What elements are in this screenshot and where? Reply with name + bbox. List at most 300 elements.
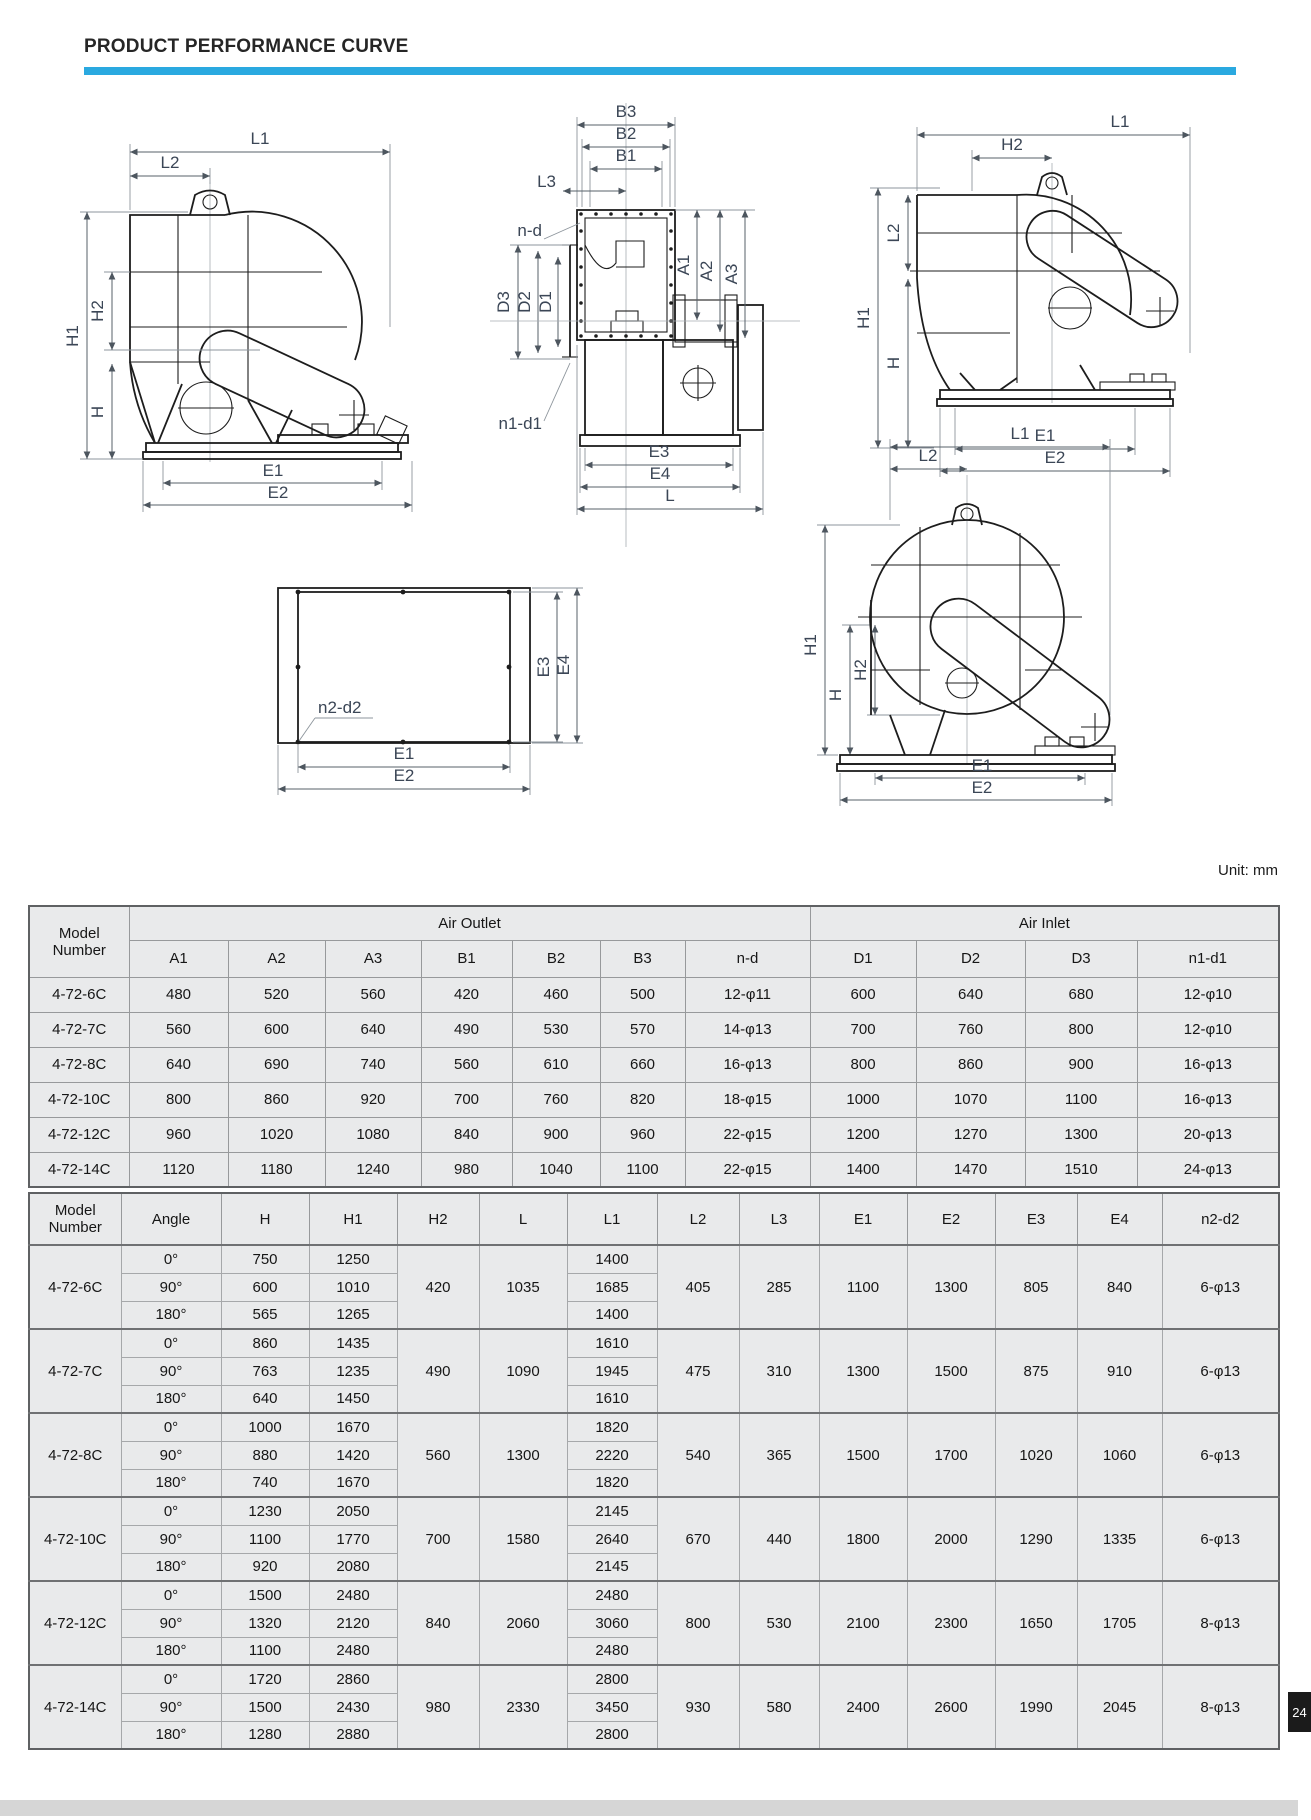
- dimension-value-cell: 800: [810, 1047, 916, 1082]
- l2-value-cell: 540: [657, 1413, 739, 1497]
- col-header-h2: H2: [397, 1193, 479, 1245]
- col-header-d3: D3: [1025, 940, 1137, 977]
- dimension-value-cell: 460: [512, 977, 600, 1012]
- dimension-value-cell: 560: [325, 977, 421, 1012]
- angle-cell: 90°: [121, 1693, 221, 1721]
- h1-value-cell: 2050: [309, 1497, 397, 1525]
- air-outlet-inlet-table: [28, 905, 1280, 1188]
- dimension-value-cell: 900: [512, 1117, 600, 1152]
- dim-label-h1: H1: [801, 634, 820, 656]
- dimension-value-cell: 1000: [810, 1082, 916, 1117]
- n2d2-value-cell: 6-φ13: [1162, 1245, 1279, 1329]
- table-row: [29, 1581, 1279, 1609]
- dimension-value-cell: 20-φ13: [1137, 1117, 1279, 1152]
- air-outlet-header: Air Outlet: [129, 906, 810, 940]
- h2-value-cell: 980: [397, 1665, 479, 1749]
- model-number-cell: 4-72-7C: [29, 1012, 129, 1047]
- dim-label-h2: H2: [88, 300, 107, 322]
- dimension-value-cell: 760: [916, 1012, 1025, 1047]
- footer-bar: [0, 1800, 1298, 1816]
- dimension-lines: [63, 129, 412, 512]
- dimension-value-cell: 1300: [1025, 1117, 1137, 1152]
- l2-value-cell: 475: [657, 1329, 739, 1413]
- dim-label-a2: A2: [697, 260, 716, 282]
- col-header-e2: E2: [907, 1193, 995, 1245]
- dimension-value-cell: 16-φ13: [685, 1047, 810, 1082]
- h1-value-cell: 2480: [309, 1637, 397, 1665]
- e2-value-cell: 2300: [907, 1581, 995, 1665]
- support-legs: [960, 365, 1175, 390]
- angle-cell: 90°: [121, 1441, 221, 1469]
- dimension-value-cell: 640: [325, 1012, 421, 1047]
- l3-value-cell: 310: [739, 1329, 819, 1413]
- col-header-l1: L1: [567, 1193, 657, 1245]
- l1-value-cell: 1820: [567, 1413, 657, 1441]
- motor-assembly: [1017, 201, 1188, 337]
- dimension-value-cell: 1240: [325, 1152, 421, 1187]
- dimension-value-cell: 840: [421, 1117, 512, 1152]
- l2-value-cell: 930: [657, 1665, 739, 1749]
- dimension-value-cell: 22-φ15: [685, 1117, 810, 1152]
- l1-value-cell: 1610: [567, 1329, 657, 1357]
- dim-label-l2: L2: [918, 446, 938, 465]
- e1-value-cell: 2100: [819, 1581, 907, 1665]
- installation-dimensions-table: [28, 1192, 1280, 1750]
- dim-label-e3: E3: [534, 656, 553, 678]
- dimension-lines-right: [674, 210, 755, 338]
- air-inlet-header: Air Inlet: [810, 906, 1279, 940]
- n2d2-value-cell: 6-φ13: [1162, 1329, 1279, 1413]
- e1-value-cell: 2400: [819, 1665, 907, 1749]
- dim-label-l1: L1: [250, 129, 270, 148]
- h1-value-cell: 1450: [309, 1385, 397, 1413]
- dimension-value-cell: 800: [129, 1082, 228, 1117]
- dim-label-l: L: [665, 486, 675, 505]
- table1-header-row-1: [29, 906, 1279, 940]
- title-accent-bar: [84, 67, 1236, 75]
- l2-value-cell: 405: [657, 1245, 739, 1329]
- dimension-value-cell: 1470: [916, 1152, 1025, 1187]
- dim-label-n-d: n-d: [517, 221, 542, 240]
- col-header-d1: D1: [810, 940, 916, 977]
- h2-value-cell: 560: [397, 1413, 479, 1497]
- e2-value-cell: 1300: [907, 1245, 995, 1329]
- dimension-value-cell: 860: [228, 1082, 325, 1117]
- e3-value-cell: 1650: [995, 1581, 1077, 1665]
- e2-value-cell: 2600: [907, 1665, 995, 1749]
- l1-value-cell: 2640: [567, 1525, 657, 1553]
- h1-value-cell: 1010: [309, 1273, 397, 1301]
- dim-label-l3: L3: [537, 172, 556, 191]
- dim-label-l2: L2: [160, 153, 180, 172]
- l1-value-cell: 2480: [567, 1581, 657, 1609]
- dimension-value-cell: 530: [512, 1012, 600, 1047]
- base-plate-outline: [278, 588, 530, 744]
- dimension-value-cell: 700: [421, 1082, 512, 1117]
- col-header-e1: E1: [819, 1193, 907, 1245]
- dim-label-a1: A1: [674, 254, 693, 276]
- dimension-value-cell: 640: [916, 977, 1025, 1012]
- e1-value-cell: 1100: [819, 1245, 907, 1329]
- dimension-value-cell: 800: [1025, 1012, 1137, 1047]
- dimension-value-cell: 820: [600, 1082, 685, 1117]
- l3-value-cell: 440: [739, 1497, 819, 1581]
- table-row: [29, 1117, 1279, 1152]
- inlet-circle: [1048, 287, 1092, 329]
- h1-value-cell: 1235: [309, 1357, 397, 1385]
- model-number-cell: 4-72-7C: [29, 1329, 121, 1413]
- h2-value-cell: 420: [397, 1245, 479, 1329]
- angle-cell: 180°: [121, 1301, 221, 1329]
- h-value-cell: 565: [221, 1301, 309, 1329]
- h2-value-cell: 840: [397, 1581, 479, 1665]
- table-row: [29, 1245, 1279, 1273]
- table2-header-row: [29, 1193, 1279, 1245]
- angle-cell: 180°: [121, 1637, 221, 1665]
- col-header-model: Model Number: [29, 1193, 121, 1245]
- l1-value-cell: 2145: [567, 1497, 657, 1525]
- dim-label-l1: L1: [1010, 424, 1030, 443]
- h-value-cell: 1100: [221, 1637, 309, 1665]
- l1-value-cell: 2145: [567, 1553, 657, 1581]
- dimension-value-cell: 24-φ13: [1137, 1152, 1279, 1187]
- dimension-value-cell: 12-φ10: [1137, 977, 1279, 1012]
- h1-value-cell: 2860: [309, 1665, 397, 1693]
- install-table-body: [29, 1245, 1279, 1749]
- col-header-h1: H1: [309, 1193, 397, 1245]
- h-value-cell: 920: [221, 1553, 309, 1581]
- dim-label-e3: E3: [648, 442, 670, 461]
- h-value-cell: 1230: [221, 1497, 309, 1525]
- h-value-cell: 763: [221, 1357, 309, 1385]
- angle-cell: 180°: [121, 1553, 221, 1581]
- h-value-cell: 640: [221, 1385, 309, 1413]
- model-number-header: Model Number: [29, 906, 129, 977]
- e2-value-cell: 1500: [907, 1329, 995, 1413]
- dimension-value-cell: 12-φ10: [1137, 1012, 1279, 1047]
- model-number-cell: 4-72-6C: [29, 1245, 121, 1329]
- dimension-lines: [854, 112, 1190, 448]
- l1-value-cell: 2800: [567, 1721, 657, 1749]
- dim-label-e4: E4: [554, 654, 573, 676]
- base-frame: [143, 435, 408, 459]
- e3-value-cell: 1990: [995, 1665, 1077, 1749]
- e4-value-cell: 840: [1077, 1245, 1162, 1329]
- table-row: [29, 1665, 1279, 1693]
- l-value-cell: 1300: [479, 1413, 567, 1497]
- e4-value-cell: 1705: [1077, 1581, 1162, 1665]
- h-value-cell: 1500: [221, 1693, 309, 1721]
- col-header-l3: L3: [739, 1193, 819, 1245]
- model-number-cell: 4-72-12C: [29, 1117, 129, 1152]
- e4-value-cell: 1335: [1077, 1497, 1162, 1581]
- e1-value-cell: 1500: [819, 1413, 907, 1497]
- e4-value-cell: 2045: [1077, 1665, 1162, 1749]
- h1-value-cell: 1435: [309, 1329, 397, 1357]
- h1-value-cell: 1770: [309, 1525, 397, 1553]
- table-row: [29, 977, 1279, 1012]
- h-value-cell: 1320: [221, 1609, 309, 1637]
- dimension-value-cell: 18-φ15: [685, 1082, 810, 1117]
- h-value-cell: 1100: [221, 1525, 309, 1553]
- col-header-n-d: n-d: [685, 940, 810, 977]
- h-value-cell: 1280: [221, 1721, 309, 1749]
- model-number-cell: 4-72-8C: [29, 1047, 129, 1082]
- h1-value-cell: 2880: [309, 1721, 397, 1749]
- angle-cell: 0°: [121, 1413, 221, 1441]
- h2-value-cell: 490: [397, 1329, 479, 1413]
- fan-side-view-0deg-diagram: [60, 112, 460, 522]
- dimension-value-cell: 1180: [228, 1152, 325, 1187]
- dimension-value-cell: 1080: [325, 1117, 421, 1152]
- angle-cell: 0°: [121, 1581, 221, 1609]
- dimension-value-cell: 22-φ15: [685, 1152, 810, 1187]
- table-row: [29, 1329, 1279, 1357]
- h1-value-cell: 2080: [309, 1553, 397, 1581]
- dim-label-e2: E2: [267, 483, 289, 502]
- angle-cell: 180°: [121, 1469, 221, 1497]
- dim-label-e1: E1: [262, 461, 284, 480]
- e4-value-cell: 1060: [1077, 1413, 1162, 1497]
- h1-value-cell: 2120: [309, 1609, 397, 1637]
- l1-value-cell: 2480: [567, 1637, 657, 1665]
- base-plate-plan-diagram: [225, 555, 585, 800]
- dimension-value-cell: 760: [512, 1082, 600, 1117]
- col-header-a3: A3: [325, 940, 421, 977]
- dimension-value-cell: 1020: [228, 1117, 325, 1152]
- col-header-n2-d2: n2-d2: [1162, 1193, 1279, 1245]
- model-number-cell: 4-72-14C: [29, 1665, 121, 1749]
- l-value-cell: 1090: [479, 1329, 567, 1413]
- base-frame: [937, 390, 1173, 406]
- angle-cell: 90°: [121, 1273, 221, 1301]
- dim-label-d3: D3: [494, 291, 513, 313]
- dim-label-h: H: [884, 356, 903, 370]
- dim-label-l2: L2: [884, 223, 903, 243]
- h1-value-cell: 1670: [309, 1413, 397, 1441]
- dimension-value-cell: 16-φ13: [1137, 1082, 1279, 1117]
- col-header-angle: Angle: [121, 1193, 221, 1245]
- dimension-value-cell: 560: [421, 1047, 512, 1082]
- angle-cell: 0°: [121, 1245, 221, 1273]
- table-row: [29, 1152, 1279, 1187]
- n2d2-value-cell: 8-φ13: [1162, 1581, 1279, 1665]
- h2-value-cell: 700: [397, 1497, 479, 1581]
- fan-side-view-180deg-diagram: [690, 415, 1120, 810]
- dimension-value-cell: 1510: [1025, 1152, 1137, 1187]
- angle-cell: 180°: [121, 1721, 221, 1749]
- l1-value-cell: 1400: [567, 1245, 657, 1273]
- e2-value-cell: 2000: [907, 1497, 995, 1581]
- h1-value-cell: 1250: [309, 1245, 397, 1273]
- dimension-value-cell: 560: [129, 1012, 228, 1047]
- dimension-value-cell: 1400: [810, 1152, 916, 1187]
- l1-value-cell: 2220: [567, 1441, 657, 1469]
- e2-value-cell: 1700: [907, 1413, 995, 1497]
- l3-value-cell: 365: [739, 1413, 819, 1497]
- col-header-b1: B1: [421, 940, 512, 977]
- e3-value-cell: 875: [995, 1329, 1077, 1413]
- model-number-cell: 4-72-10C: [29, 1497, 121, 1581]
- l-value-cell: 2330: [479, 1665, 567, 1749]
- dim-label-b3: B3: [615, 102, 637, 121]
- inlet-circle: [178, 382, 234, 434]
- col-header-l2: L2: [657, 1193, 739, 1245]
- l1-value-cell: 1610: [567, 1385, 657, 1413]
- h1-value-cell: 2430: [309, 1693, 397, 1721]
- dimension-value-cell: 740: [325, 1047, 421, 1082]
- l2-value-cell: 670: [657, 1497, 739, 1581]
- col-header-a1: A1: [129, 940, 228, 977]
- dimension-value-cell: 1100: [1025, 1082, 1137, 1117]
- e3-value-cell: 805: [995, 1245, 1077, 1329]
- angle-cell: 90°: [121, 1357, 221, 1385]
- dimension-value-cell: 960: [129, 1117, 228, 1152]
- dim-label-n2-d2: n2-d2: [318, 698, 362, 717]
- dimension-value-cell: 1040: [512, 1152, 600, 1187]
- h-value-cell: 1720: [221, 1665, 309, 1693]
- n2d2-value-cell: 6-φ13: [1162, 1497, 1279, 1581]
- n2d2-value-cell: 6-φ13: [1162, 1413, 1279, 1497]
- h1-value-cell: 1420: [309, 1441, 397, 1469]
- model-number-cell: 4-72-14C: [29, 1152, 129, 1187]
- dimension-value-cell: 16-φ13: [1137, 1047, 1279, 1082]
- h1-value-cell: 1265: [309, 1301, 397, 1329]
- dim-label-e2: E2: [393, 766, 415, 785]
- dim-label-l1: L1: [1110, 112, 1130, 131]
- e3-value-cell: 1020: [995, 1413, 1077, 1497]
- dim-label-h1: H1: [63, 325, 82, 347]
- col-header-e3: E3: [995, 1193, 1077, 1245]
- dimension-value-cell: 920: [325, 1082, 421, 1117]
- dim-label-d2: D2: [515, 291, 534, 313]
- page-number-badge: 24: [1288, 1692, 1311, 1732]
- l1-value-cell: 3060: [567, 1609, 657, 1637]
- dimension-value-cell: 640: [129, 1047, 228, 1082]
- dimension-value-cell: 1270: [916, 1117, 1025, 1152]
- col-header-h: H: [221, 1193, 309, 1245]
- table-row: [29, 1012, 1279, 1047]
- dim-label-e1: E1: [971, 756, 993, 775]
- col-header-d2: D2: [916, 940, 1025, 977]
- dimension-value-cell: 860: [916, 1047, 1025, 1082]
- e1-value-cell: 1800: [819, 1497, 907, 1581]
- dim-label-h: H: [826, 688, 845, 702]
- h-value-cell: 860: [221, 1329, 309, 1357]
- dimension-value-cell: 14-φ13: [685, 1012, 810, 1047]
- dim-label-h: H: [88, 405, 107, 419]
- h-value-cell: 740: [221, 1469, 309, 1497]
- dim-label-h2: H2: [1001, 135, 1023, 154]
- dimension-value-cell: 1070: [916, 1082, 1025, 1117]
- angle-cell: 90°: [121, 1609, 221, 1637]
- dimension-lines-top: [537, 102, 675, 207]
- page-title: PRODUCT PERFORMANCE CURVE: [84, 36, 409, 57]
- fan-housing-outline: [910, 173, 1160, 390]
- dimension-lines: [801, 424, 1110, 755]
- dim-label-b2: B2: [615, 124, 637, 143]
- dimension-value-cell: 520: [228, 977, 325, 1012]
- l1-value-cell: 1685: [567, 1273, 657, 1301]
- l2-value-cell: 800: [657, 1581, 739, 1665]
- l-value-cell: 1035: [479, 1245, 567, 1329]
- dim-label-e2: E2: [971, 778, 993, 797]
- support-legs: [130, 362, 374, 443]
- dimension-value-cell: 900: [1025, 1047, 1137, 1082]
- dimension-value-cell: 500: [600, 977, 685, 1012]
- dim-label-n1-d1: n1-d1: [498, 414, 542, 433]
- dimension-value-cell: 490: [421, 1012, 512, 1047]
- h-value-cell: 1000: [221, 1413, 309, 1441]
- model-number-cell: 4-72-12C: [29, 1581, 121, 1665]
- dimension-value-cell: 12-φ11: [685, 977, 810, 1012]
- l-value-cell: 2060: [479, 1581, 567, 1665]
- h-value-cell: 600: [221, 1273, 309, 1301]
- dimension-value-cell: 980: [421, 1152, 512, 1187]
- dimension-value-cell: 480: [129, 977, 228, 1012]
- angle-cell: 90°: [121, 1525, 221, 1553]
- table-row: [29, 1497, 1279, 1525]
- model-number-cell: 4-72-6C: [29, 977, 129, 1012]
- dimension-value-cell: 1120: [129, 1152, 228, 1187]
- dim-label-b1: B1: [615, 146, 637, 165]
- l1-value-cell: 2800: [567, 1665, 657, 1693]
- dimension-value-cell: 700: [810, 1012, 916, 1047]
- dimension-lines: [278, 588, 583, 795]
- dimension-value-cell: 1200: [810, 1117, 916, 1152]
- fan-housing-outline: [130, 212, 362, 443]
- unit-label: Unit: mm: [1218, 862, 1278, 879]
- col-header-e4: E4: [1077, 1193, 1162, 1245]
- table-row: [29, 1413, 1279, 1441]
- col-header-a2: A2: [228, 940, 325, 977]
- l1-value-cell: 1945: [567, 1357, 657, 1385]
- l3-value-cell: 285: [739, 1245, 819, 1329]
- dimension-value-cell: 690: [228, 1047, 325, 1082]
- n2d2-value-cell: 8-φ13: [1162, 1665, 1279, 1749]
- dimension-value-cell: 660: [600, 1047, 685, 1082]
- table-row: [29, 1082, 1279, 1117]
- col-header-b2: B2: [512, 940, 600, 977]
- l1-value-cell: 3450: [567, 1693, 657, 1721]
- model-number-cell: 4-72-8C: [29, 1413, 121, 1497]
- model-number-cell: 4-72-10C: [29, 1082, 129, 1117]
- dim-label-e1: E1: [1034, 426, 1056, 445]
- e3-value-cell: 1290: [995, 1497, 1077, 1581]
- dimension-value-cell: 570: [600, 1012, 685, 1047]
- angle-cell: 0°: [121, 1497, 221, 1525]
- dimension-value-cell: 420: [421, 977, 512, 1012]
- l1-value-cell: 1820: [567, 1469, 657, 1497]
- dim-label-e2: E2: [1044, 448, 1066, 467]
- flange-table-body: [29, 977, 1279, 1187]
- dimension-value-cell: 600: [810, 977, 916, 1012]
- dim-label-a3: A3: [722, 263, 741, 285]
- dim-label-d1: D1: [536, 291, 555, 313]
- l1-value-cell: 1400: [567, 1301, 657, 1329]
- dimension-value-cell: 600: [228, 1012, 325, 1047]
- table1-header-row-2: [29, 940, 1279, 977]
- h1-value-cell: 2480: [309, 1581, 397, 1609]
- table-row: [29, 1047, 1279, 1082]
- inlet-edge-and-d-dims: [494, 245, 578, 359]
- col-header-b3: B3: [600, 940, 685, 977]
- h-value-cell: 880: [221, 1441, 309, 1469]
- dimension-value-cell: 610: [512, 1047, 600, 1082]
- dimension-value-cell: 680: [1025, 977, 1137, 1012]
- dim-label-h1: H1: [854, 307, 873, 329]
- e4-value-cell: 910: [1077, 1329, 1162, 1413]
